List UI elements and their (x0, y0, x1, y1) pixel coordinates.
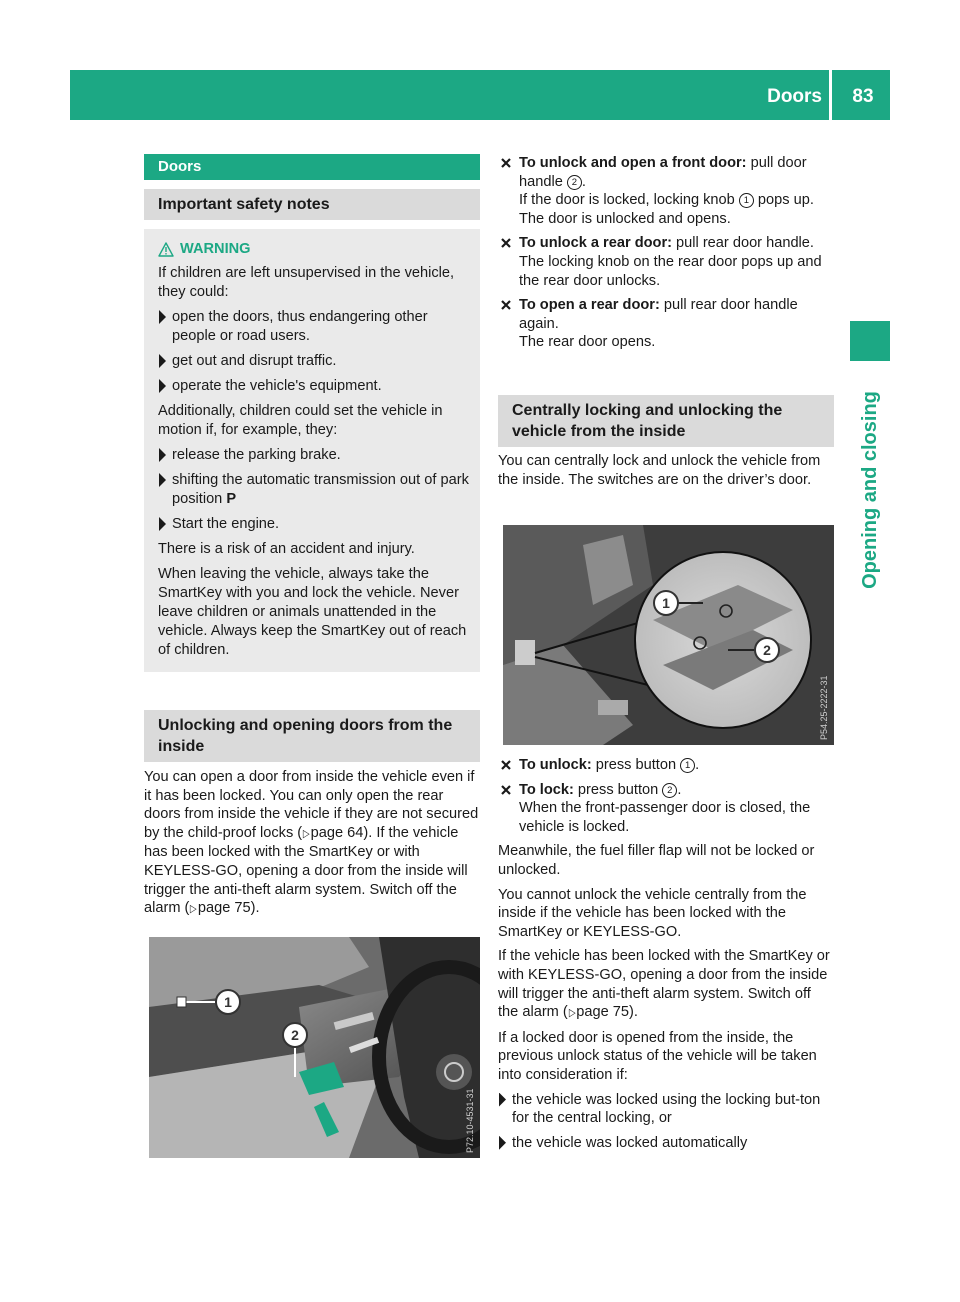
page-reference-link[interactable]: page 64 (310, 824, 364, 841)
warning-label: WARNING (180, 241, 251, 257)
instruction-step (498, 756, 834, 775)
step-title: To unlock and open a front door: (519, 155, 747, 171)
list-item: operate the vehicle's equipment. (158, 377, 470, 396)
callout-2: 2 (763, 642, 771, 658)
instruction-step (498, 234, 834, 290)
step-title: To unlock a rear door: (519, 235, 672, 252)
door-switch-illustration (503, 525, 834, 745)
warning-middle: Additionally, children could set the vehicle in motion if, for example, they: (158, 403, 443, 438)
step-text: When the front-passenger door is closed, the vehicle is locked. (519, 800, 811, 835)
page-reference-link[interactable]: page 75 (576, 1004, 629, 1021)
paragraph-text: ). (628, 1004, 638, 1021)
warning-title (158, 240, 470, 258)
section-heading: Doors (144, 154, 480, 180)
page-ref-arrow-icon: ▷ (303, 827, 310, 840)
right-column (498, 154, 834, 495)
callout-2: 2 (291, 1027, 299, 1043)
list-item-text: shifting the automatic transmission out of park position (172, 472, 469, 507)
instruction-step (498, 296, 834, 352)
list-item (158, 471, 470, 509)
list-item: get out and disrupt traffic. (158, 352, 470, 371)
central-locking-photo (503, 525, 834, 745)
callout-number: 2 (567, 175, 582, 190)
step-text: pull rear door handle. The locking knob on the rear door pops up and the rear door unlocks. (519, 235, 822, 289)
page-ref-arrow-icon: ▷ (568, 1007, 576, 1020)
alarm-note (498, 947, 834, 1022)
step-title: To unlock: (519, 757, 592, 773)
step-arrow-icon (501, 300, 511, 310)
running-section-title: Doors (767, 86, 822, 107)
step-text: pops up. The door is unlocked and opens. (519, 192, 814, 227)
cannot-unlock-note: You cannot unlock the vehicle centrally from the inside if the vehicle has been locked with the SmartKey or KEYLESS-GO. (498, 886, 807, 940)
header-divider (829, 70, 832, 120)
subsection-heading: Centrally locking and unlocking the vehicle from the inside (498, 395, 834, 447)
door-handle-photo (149, 937, 480, 1158)
page-number: 83 (852, 86, 874, 107)
step-text: . (677, 781, 682, 798)
step-text: If the door is locked, locking knob (519, 192, 739, 209)
callout-1: 1 (662, 595, 670, 611)
page-ref-arrow-icon: ▷ (190, 903, 198, 916)
previous-status-note: If a locked door is opened from the inside, the previous unlock status of the vehicle will be taken into consideration if: (498, 1029, 817, 1083)
callout-number: 1 (680, 758, 695, 773)
step-arrow-icon (501, 158, 511, 168)
callout-number: 2 (662, 783, 677, 798)
fuel-flap-note: Meanwhile, the fuel filler flap will not be locked or unlocked. (498, 843, 815, 878)
list-item: open the doors, thus endangering other people or road users. (158, 308, 470, 346)
warning-triangle-icon (158, 242, 174, 257)
right-column-continued (498, 756, 834, 1158)
step-text: press button (573, 781, 663, 798)
callout-number: 1 (739, 193, 754, 208)
warning-risk: There is a risk of an accident and injury. (158, 541, 415, 557)
paragraph-text: If the vehicle has been locked with the SmartKey or with KEYLESS-GO, opening a door from the inside will trigger the anti-theft alarm system. Switch off the alarm ( (498, 948, 830, 1021)
warning-advice: When leaving the vehicle, always take the SmartKey with you and lock the vehicle. Never leave children or animals unattended in the vehicle. Always keep the SmartKey out of reach of children. (158, 566, 467, 658)
list-item: the vehicle was locked using the locking but-ton for the central locking, or (498, 1091, 834, 1128)
instruction-step (498, 154, 834, 228)
warning-box (144, 229, 480, 672)
subsection-heading: Unlocking and opening doors from the inside (144, 710, 480, 762)
callout-1: 1 (224, 994, 232, 1010)
step-text: pull rear door handle again. (519, 297, 798, 332)
central-intro: You can centrally lock and unlock the vehicle from the inside. The switches are on the driver’s door. (498, 452, 821, 488)
list-item: the vehicle was locked automatically (498, 1134, 834, 1153)
step-arrow-icon (501, 238, 511, 248)
side-tab-label: Opening and closing (859, 391, 881, 589)
step-text: . (695, 757, 700, 773)
gear-position: P (226, 491, 237, 507)
step-arrow-icon (501, 785, 511, 795)
page-reference-link[interactable]: page 75 (197, 900, 251, 917)
figure-code: P72.10-4531-31 (465, 1088, 475, 1153)
step-text: pull door handle (519, 155, 807, 190)
step-title: To open a rear door: (519, 297, 660, 314)
paragraph-text: ). (250, 900, 260, 917)
unlocking-paragraph (144, 768, 480, 919)
step-title: To lock: (519, 781, 574, 798)
step-text: The rear door opens. (519, 334, 656, 351)
step-text: . (581, 173, 586, 190)
left-column (144, 154, 480, 925)
door-interior-illustration (149, 937, 480, 1158)
instruction-step (498, 781, 834, 837)
figure-code: P54.25-2222-31 (819, 675, 829, 740)
list-item: release the parking brake. (158, 446, 470, 465)
paragraph-text: You can open a door from inside the vehicle even if it has been locked. You can only open the rear doors from inside the vehicle if they are not secured by the child-proof locks ( (144, 769, 479, 841)
step-text: press button (591, 757, 681, 773)
subsection-heading: Important safety notes (144, 189, 480, 220)
paragraph-text: ). If the vehicle has been locked with the SmartKey or with KEYLESS-GO, opening a door from the inside will trigger the anti-theft alarm system. Switch off the alarm ( (144, 824, 468, 917)
list-item: Start the engine. (158, 515, 470, 534)
warning-intro: If children are left unsupervised in the vehicle, they could: (158, 265, 455, 300)
side-tab-marker (850, 321, 890, 361)
step-arrow-icon (501, 760, 511, 770)
